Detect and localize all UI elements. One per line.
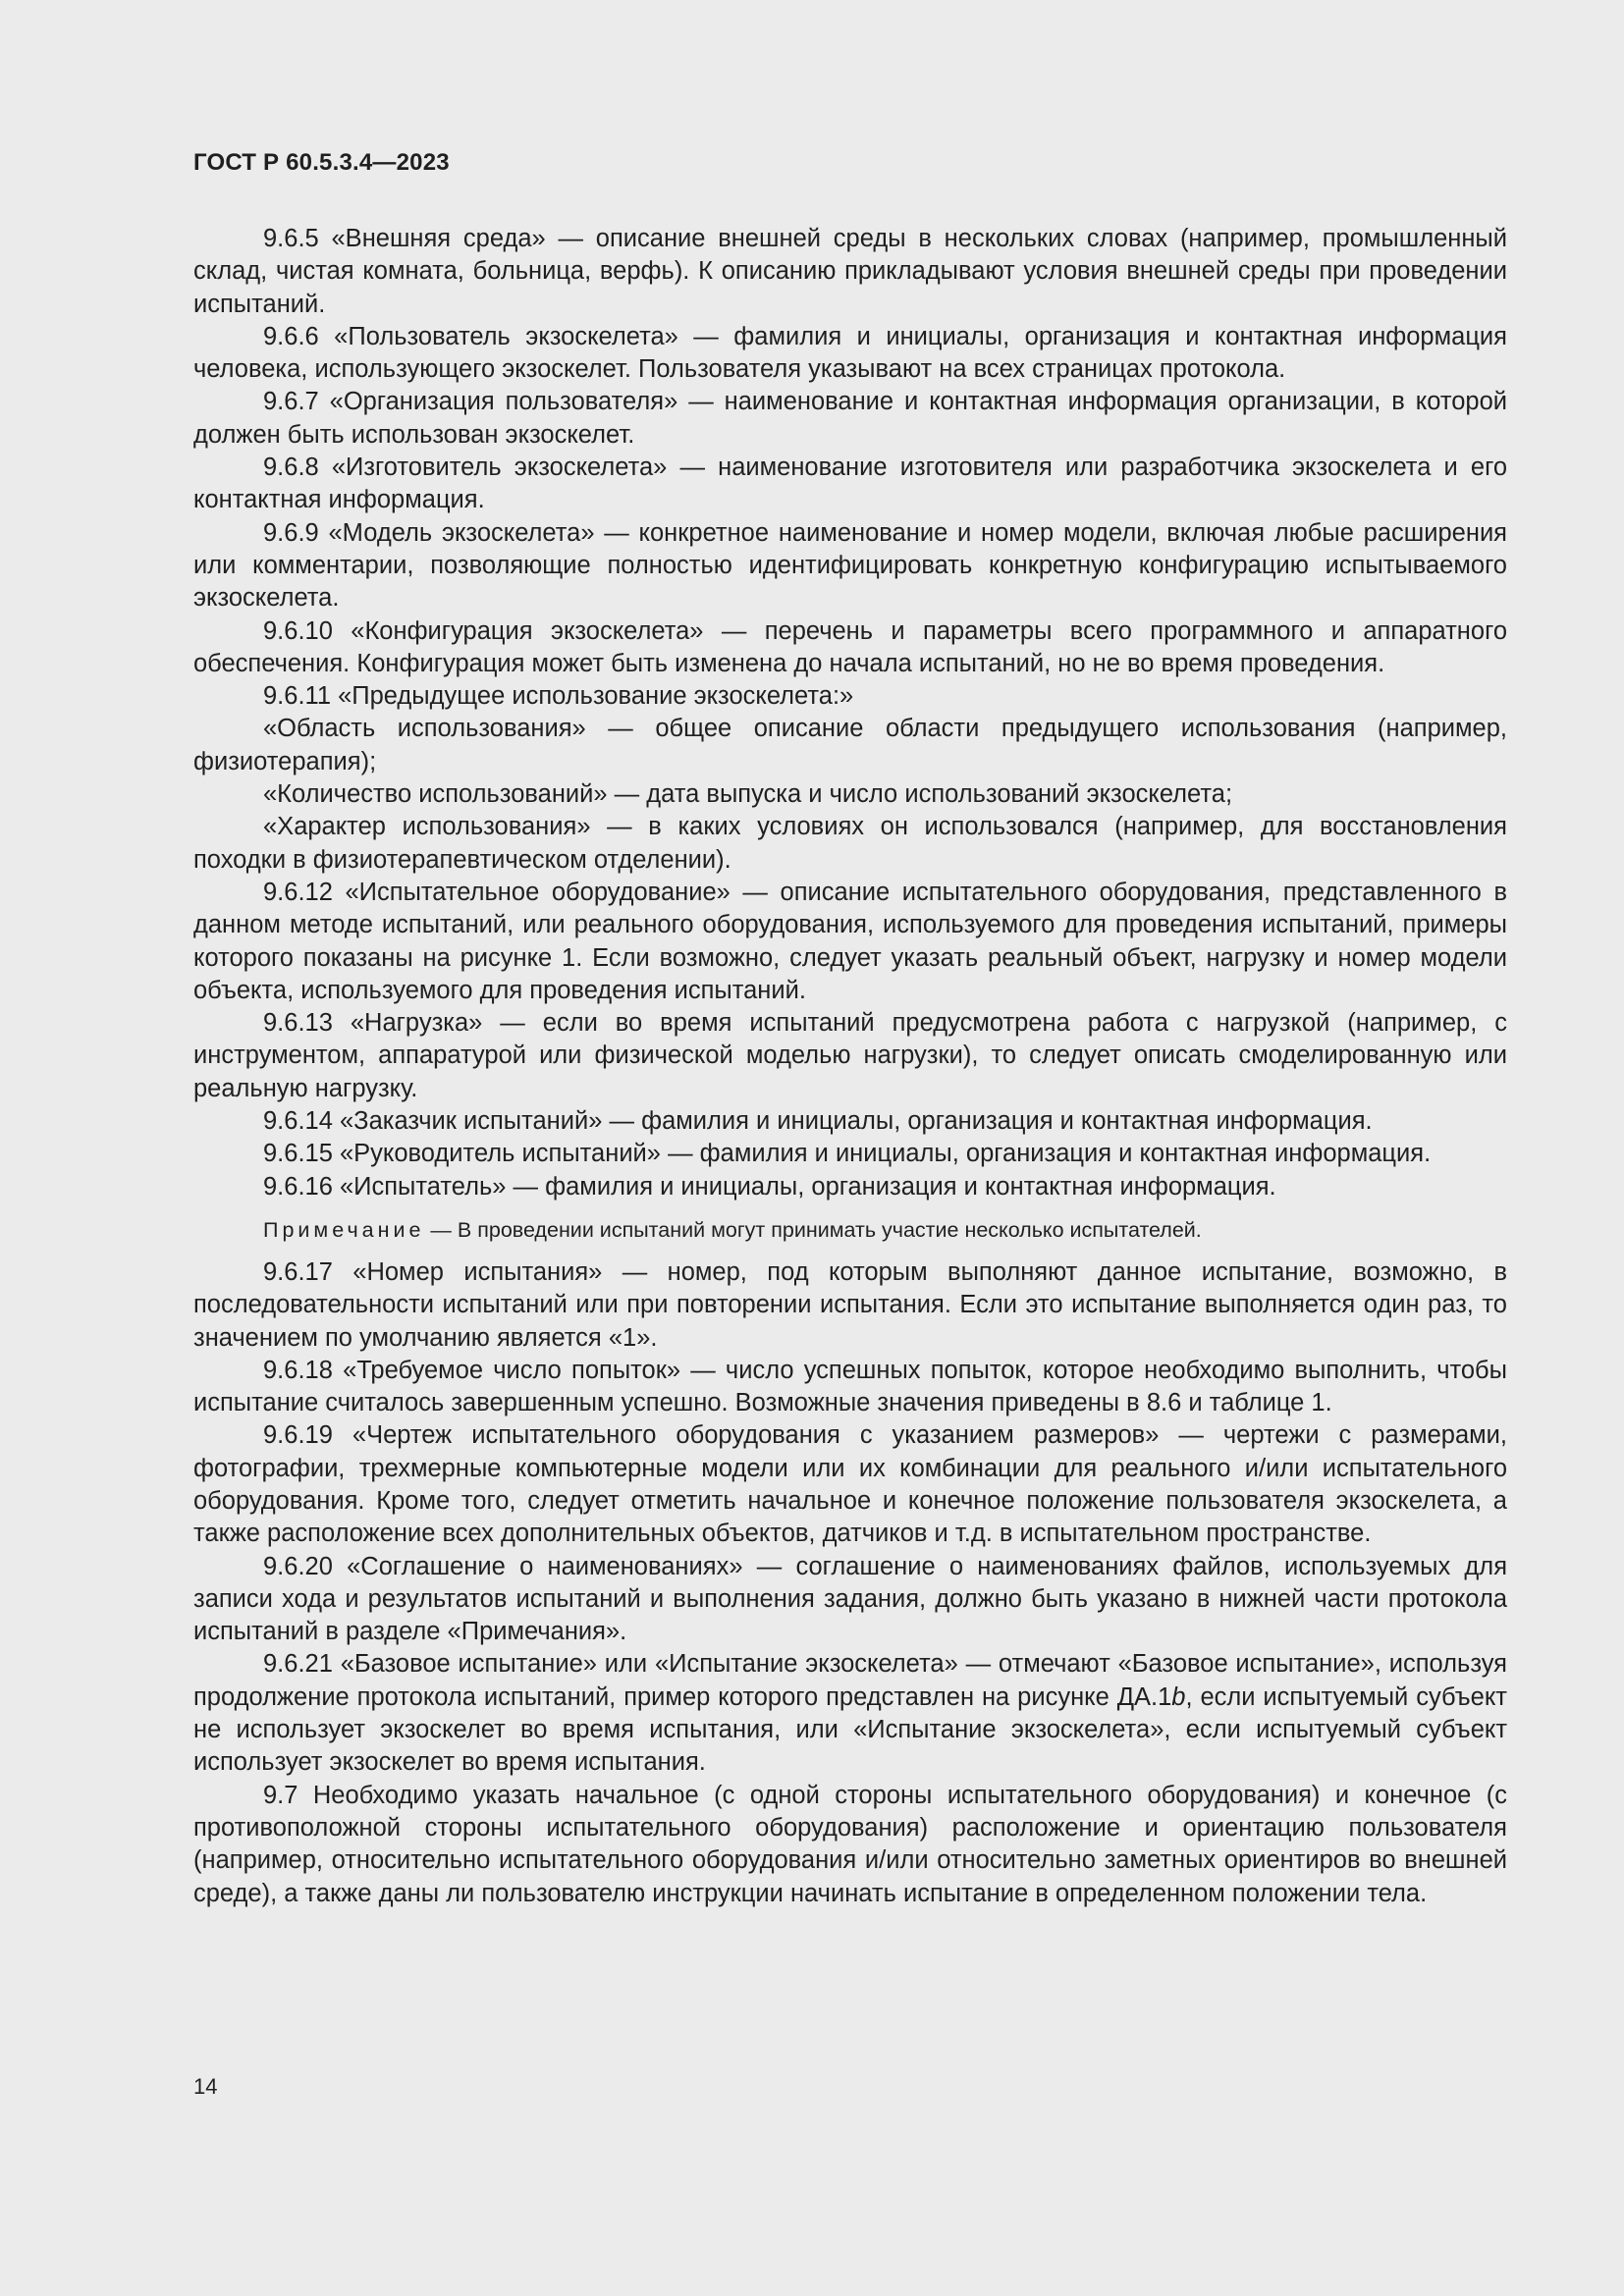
paragraph-9-6-16: 9.6.16 «Испытатель» — фамилия и инициалы, организация и контактная информация. [263,1172,1276,1201]
paragraph-9-6-19: 9.6.19 «Чертеж испытательного оборудования с указанием размеров» — чертежи с размерами, фотографии, трехмерные компьютерные модели или их комбинации для реального и/или испытательного оборудования. Кроме того, следует отметить начальное и конечное положение пользователя экзоскелета, а также расположение всех дополнительных объектов, датчиков и т.д. в испытательном пространстве. [193,1421,1507,1548]
paragraph-9-6-12: 9.6.12 «Испытательное оборудование» — описание испытательного оборудования, представленного в данном методе испытаний, или реального оборудования, используемого для проведения испытаний, примеры которого показаны на рисунке 1. Если возможно, следует указать реальный объект, нагрузку и номер модели объекта, используемого для проведения испытаний. [193,878,1507,1004]
paragraph-9-6-11: 9.6.11 «Предыдущее использование экзоскелета:» [263,682,854,711]
paragraph-9-6-15: 9.6.15 «Руководитель испытаний» — фамилия и инициалы, организация и контактная информация. [263,1140,1432,1168]
note-paragraph [193,1215,1507,1245]
paragraph-9-6-5: 9.6.5 «Внешняя среда» — описание внешней среды в нескольких словах (например, промышленный склад, чистая комната, больница, верфь). К описанию прикладывают условия внешней среды при проведении испытаний. [193,225,1507,318]
paragraph-9-6-6: 9.6.6 «Пользователь экзоскелета» — фамилия и инициалы, организация и контактная информация человека, использующего экзоскелет. Пользователя указывают на всех страницах протокола. [193,322,1507,384]
paragraph-9-6-17: 9.6.17 «Номер испытания» — номер, под которым выполняют данное испытание, возможно, в последовательности испытаний или при повторении испытания. Если это испытание выполняется один раз, то значением по умолчанию является «1». [193,1257,1507,1352]
paragraph-usage-count: «Количество использований» — дата выпуска и число использований экзоскелета; [263,780,1233,809]
note-text: — В проведении испытаний могут принимать участие несколько испытателей. [424,1217,1202,1242]
paragraph-9-6-20: 9.6.20 «Соглашение о наименованиях» — соглашение о наименованиях файлов, используемых для записи хода и результатов испытаний и выполнения задания, должно быть указано в нижней части протокола испытаний в разделе «Примечания». [193,1552,1507,1646]
paragraph-9-6-13: 9.6.13 «Нагрузка» — если во время испытаний предусмотрена работа с нагрузкой (например, с инструментом, аппаратурой или физической моделью нагрузки), то следует описать смоделированную или реальную нагрузку. [193,1009,1507,1102]
paragraph-9-6-14: 9.6.14 «Заказчик испытаний» — фамилия и инициалы, организация и контактная информация. [263,1107,1373,1136]
paragraph-9-6-10: 9.6.10 «Конфигурация экзоскелета» — перечень и параметры всего программного и аппаратного обеспечения. Конфигурация может быть изменена до начала испытаний, но не во время проведения. [193,616,1507,677]
paragraph-9-6-21-italic: b [1171,1682,1186,1711]
paragraph-9-6-18: 9.6.18 «Требуемое число попыток» — число успешных попыток, которое необходимо выполнить, чтобы испытание считалось завершенным успешно. Возможные значения приведены в 8.6 и таблице 1. [193,1356,1507,1417]
note-label: Примечание [263,1217,425,1242]
paragraph-9-7: 9.7 Необходимо указать начальное (с одной стороны испытательного оборудования) и конечное (с противоположной стороны испытательного оборудования) расположение и ориентацию пользователя (например, относительно испытательного оборудования и/или относительно заметных ориентиров во внешней среде), а также даны ли пользователю инструкции начинать испытание в определенном положении тела. [193,1781,1507,1907]
paragraph-9-6-9: 9.6.9 «Модель экзоскелета» — конкретное наименование и номер модели, включая любые расширения или комментарии, позволяющие полностью идентифицировать конкретную конфигурацию испытываемого экзоскелета. [193,518,1507,613]
paragraph-9-6-7: 9.6.7 «Организация пользователя» — наименование и контактная информация организации, в которой должен быть использован экзоскелет. [193,388,1507,449]
paragraph-9-6-21 [193,1648,1507,1779]
document-body [193,223,1507,1910]
page-number: 14 [193,2074,218,2099]
paragraph-9-6-21-start: 9.6.21 «Базовое испытание» или «Испытание экзоскелета» — отмечают «Базовое испытание», используя продолжение протокола испытаний, пример которого представлен на рисунке ДА.1 [193,1650,1507,1711]
paragraph-9-6-8: 9.6.8 «Изготовитель экзоскелета» — наименование изготовителя или разработчика экзоскелета и его контактная информация. [193,454,1507,514]
paragraph-usage-area: «Область использования» — общее описание области предыдущего использования (например, физиотерапия); [193,715,1507,775]
paragraph-usage-character: «Характер использования» — в каких условиях он использовался (например, для восстановления походки в физиотерапевтическом отделении). [193,813,1507,874]
paragraph-9-6-21-end: , если испытуемый субъект не использует экзоскелет во время испытания, или «Испытание экзоскелета», если испытуемый субъект использует экзоскелет во время испытания. [193,1682,1507,1777]
document-header: ГОСТ Р 60.5.3.4—2023 [193,149,450,176]
